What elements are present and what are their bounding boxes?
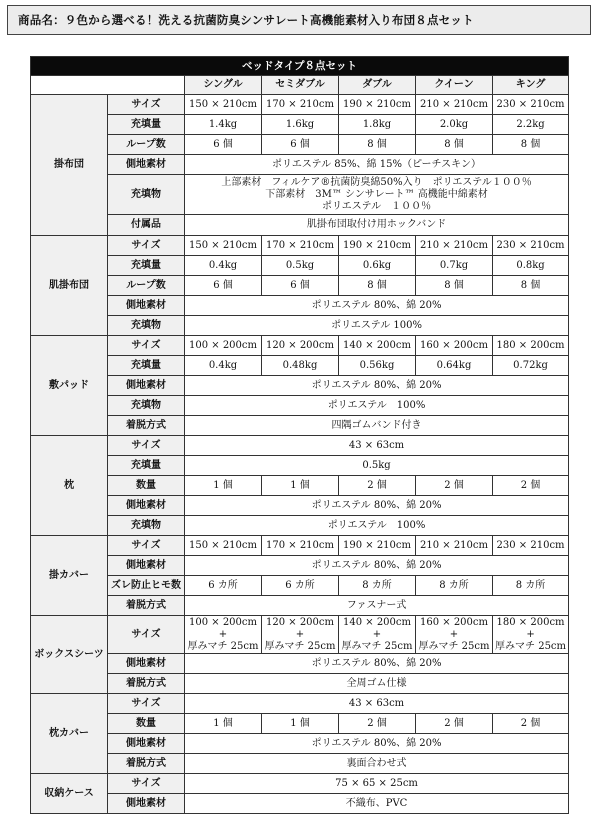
value-cell: 1.8kg — [339, 115, 416, 135]
row-label: サイズ — [108, 694, 185, 714]
group-label-box-sheets: ボックスシーツ — [31, 616, 108, 694]
value-cell: 1 個 — [262, 714, 339, 734]
size-header-queen: クイーン — [416, 76, 493, 95]
merged-value-cell: 全周ゴム仕様 — [185, 674, 569, 694]
spec-row — [31, 215, 569, 236]
row-label: 側地素材 — [108, 794, 185, 814]
merged-value-cell: ポリエステル 80%、綿 20% — [185, 654, 569, 674]
value-line: 180 × 200cm + — [496, 616, 565, 640]
value-cell: 2 個 — [416, 476, 493, 496]
spec-row — [31, 654, 569, 674]
value-cell: 190 × 210cm — [339, 536, 416, 556]
value-cell: 6 個 — [185, 276, 262, 296]
value-cell: 170 × 210cm — [262, 236, 339, 256]
row-label: 充填物 — [108, 316, 185, 336]
value-cell — [339, 616, 416, 654]
value-cell: 2.0kg — [416, 115, 493, 135]
value-cell: 0.56kg — [339, 356, 416, 376]
value-cell: 0.8kg — [493, 256, 569, 276]
spec-row — [31, 496, 569, 516]
value-cell: 8 個 — [416, 135, 493, 155]
value-cell — [185, 616, 262, 654]
row-label: サイズ — [108, 616, 185, 654]
value-cell: 6 個 — [185, 135, 262, 155]
spec-row — [31, 336, 569, 356]
value-line: 160 × 200cm + — [420, 616, 488, 640]
spec-row — [31, 774, 569, 794]
group-label-kakebuton: 掛布団 — [31, 95, 108, 236]
merged-value-cell: ファスナー式 — [185, 596, 569, 616]
value-line: 厚みマチ 25cm — [264, 640, 336, 652]
row-label: サイズ — [108, 774, 185, 794]
value-cell: 170 × 210cm — [262, 95, 339, 115]
spec-table — [30, 56, 569, 814]
spec-row — [31, 175, 569, 215]
merged-value-cell: ポリエステル 80%、綿 20% — [185, 296, 569, 316]
spec-row — [31, 356, 569, 376]
value-cell: 0.6kg — [339, 256, 416, 276]
value-cell: 1 個 — [185, 714, 262, 734]
row-label: 数量 — [108, 476, 185, 496]
value-cell: 2 個 — [416, 714, 493, 734]
spec-row — [31, 694, 569, 714]
size-header-king: キング — [493, 76, 569, 95]
value-cell: 170 × 210cm — [262, 536, 339, 556]
merged-value-cell: ポリエステル 80%、綿 20% — [185, 496, 569, 516]
value-cell: 120 × 200cm — [262, 336, 339, 356]
row-label: 側地素材 — [108, 296, 185, 316]
size-header-double: ダブル — [339, 76, 416, 95]
value-cell: 0.4kg — [185, 356, 262, 376]
row-label: ループ数 — [108, 135, 185, 155]
value-cell: 2.2kg — [493, 115, 569, 135]
spec-row — [31, 376, 569, 396]
value-cell: 160 × 200cm — [416, 336, 493, 356]
row-label: 充填物 — [108, 516, 185, 536]
row-label: 側地素材 — [108, 556, 185, 576]
header-blank-cell — [31, 76, 185, 95]
spec-row — [31, 296, 569, 316]
spec-row — [31, 135, 569, 155]
value-cell: 230 × 210cm — [493, 95, 569, 115]
spec-row — [31, 754, 569, 774]
spec-row — [31, 456, 569, 476]
size-header-row — [31, 76, 569, 95]
value-cell: 190 × 210cm — [339, 95, 416, 115]
merged-value-cell: 四隅ゴムバンド付き — [185, 416, 569, 436]
value-cell: 8 個 — [493, 276, 569, 296]
value-cell: 100 × 200cm — [185, 336, 262, 356]
row-label: ズレ防止ヒモ数 — [108, 576, 185, 596]
value-cell: 1.4kg — [185, 115, 262, 135]
spec-row — [31, 616, 569, 654]
row-label: サイズ — [108, 436, 185, 456]
value-line: 140 × 200cm + — [343, 616, 411, 640]
spec-table-body — [31, 57, 569, 814]
row-label: 側地素材 — [108, 496, 185, 516]
value-cell: 0.7kg — [416, 256, 493, 276]
row-label: サイズ — [108, 236, 185, 256]
row-label: 充填量 — [108, 356, 185, 376]
spec-row — [31, 95, 569, 115]
merged-value-cell: ポリエステル 80%、綿 20% — [185, 556, 569, 576]
merged-value-cell: ポリエステル 100% — [185, 316, 569, 336]
spec-row — [31, 516, 569, 536]
row-label: サイズ — [108, 336, 185, 356]
value-line: 上部素材 フィルケア®抗菌防臭綿50%入り ポリエステル１００％ — [221, 176, 532, 188]
value-line: 120 × 200cm + — [266, 616, 334, 640]
size-header-single: シングル — [185, 76, 262, 95]
value-line: 厚みマチ 25cm — [418, 640, 490, 652]
value-line: 100 × 200cm + — [189, 616, 257, 640]
value-cell: 0.72kg — [493, 356, 569, 376]
value-cell: 8 個 — [339, 135, 416, 155]
row-label: 充填量 — [108, 456, 185, 476]
value-cell: 230 × 210cm — [493, 536, 569, 556]
merged-value-cell: ポリエステル 80%、綿 20% — [185, 734, 569, 754]
set-type-banner: ベッドタイプ８点セット — [31, 57, 569, 76]
value-cell: 8 カ所 — [493, 576, 569, 596]
value-cell: 8 カ所 — [339, 576, 416, 596]
value-cell: 210 × 210cm — [416, 236, 493, 256]
banner-row — [31, 57, 569, 76]
group-label-makura-cover: 枕カバー — [31, 694, 108, 774]
spec-row — [31, 256, 569, 276]
value-cell: 210 × 210cm — [416, 536, 493, 556]
value-cell: 1 個 — [185, 476, 262, 496]
value-cell: 1.6kg — [262, 115, 339, 135]
value-cell: 180 × 200cm — [493, 336, 569, 356]
row-label: サイズ — [108, 536, 185, 556]
spec-row — [31, 794, 569, 814]
value-line: 厚みマチ 25cm — [495, 640, 567, 652]
spec-row — [31, 236, 569, 256]
row-label: 側地素材 — [108, 155, 185, 175]
value-cell: 6 カ所 — [185, 576, 262, 596]
group-label-storage-case: 収納ケース — [31, 774, 108, 814]
merged-value-cell: ポリエステル 85%、綿 15%（ピーチスキン） — [185, 155, 569, 175]
merged-value-cell: 43 × 63cm — [185, 694, 569, 714]
value-cell: 150 × 210cm — [185, 236, 262, 256]
merged-value-cell: ポリエステル 100% — [185, 396, 569, 416]
merged-value-cell: 75 × 65 × 25cm — [185, 774, 569, 794]
value-cell: 2 個 — [493, 714, 569, 734]
group-label-hadakake: 肌掛布団 — [31, 236, 108, 336]
value-cell: 8 カ所 — [416, 576, 493, 596]
value-cell: 8 個 — [416, 276, 493, 296]
spec-row — [31, 396, 569, 416]
merged-value-cell: ポリエステル 80%、綿 20% — [185, 376, 569, 396]
spec-row — [31, 674, 569, 694]
spec-row — [31, 576, 569, 596]
merged-value-cell: 不織布、PVC — [185, 794, 569, 814]
value-cell: 0.5kg — [262, 256, 339, 276]
value-cell: 8 個 — [339, 276, 416, 296]
spec-row — [31, 115, 569, 135]
value-cell — [493, 616, 569, 654]
value-cell: 2 個 — [339, 714, 416, 734]
row-label: 着脱方式 — [108, 754, 185, 774]
size-header-semi-double: セミダブル — [262, 76, 339, 95]
row-label: 数量 — [108, 714, 185, 734]
group-label-kake-cover: 掛カバー — [31, 536, 108, 616]
row-label: サイズ — [108, 95, 185, 115]
merged-value-cell: 0.5kg — [185, 456, 569, 476]
value-cell: 8 個 — [493, 135, 569, 155]
row-label: 着脱方式 — [108, 674, 185, 694]
merged-value-cell: ポリエステル 100% — [185, 516, 569, 536]
value-cell: 190 × 210cm — [339, 236, 416, 256]
value-cell — [416, 616, 493, 654]
value-cell: 150 × 210cm — [185, 536, 262, 556]
row-label: 充填量 — [108, 115, 185, 135]
row-label: ループ数 — [108, 276, 185, 296]
spec-row — [31, 536, 569, 556]
row-label: 側地素材 — [108, 734, 185, 754]
merged-value-cell — [185, 175, 569, 215]
spec-row — [31, 556, 569, 576]
row-label: 側地素材 — [108, 376, 185, 396]
value-cell: 230 × 210cm — [493, 236, 569, 256]
spec-row — [31, 416, 569, 436]
spec-row — [31, 476, 569, 496]
value-cell: 140 × 200cm — [339, 336, 416, 356]
group-label-makura: 枕 — [31, 436, 108, 536]
value-cell: 6 個 — [262, 276, 339, 296]
group-label-shiki-pad: 敷パッド — [31, 336, 108, 436]
merged-value-cell: 43 × 63cm — [185, 436, 569, 456]
value-cell: 6 カ所 — [262, 576, 339, 596]
spec-row — [31, 276, 569, 296]
row-label: 付属品 — [108, 215, 185, 236]
row-label: 着脱方式 — [108, 596, 185, 616]
value-line: 下部素材 3M™ シンサレート™ 高機能中綿素材 — [265, 188, 488, 200]
value-cell: 1 個 — [262, 476, 339, 496]
value-cell: 150 × 210cm — [185, 95, 262, 115]
value-line: 厚みマチ 25cm — [341, 640, 413, 652]
row-label: 充填物 — [108, 396, 185, 416]
value-cell: 2 個 — [339, 476, 416, 496]
value-cell: 0.4kg — [185, 256, 262, 276]
spec-row — [31, 734, 569, 754]
row-label: 充填物 — [108, 175, 185, 215]
value-cell — [262, 616, 339, 654]
value-cell: 2 個 — [493, 476, 569, 496]
row-label: 充填量 — [108, 256, 185, 276]
spec-row — [31, 316, 569, 336]
spec-row — [31, 714, 569, 734]
row-label: 側地素材 — [108, 654, 185, 674]
value-cell: 6 個 — [262, 135, 339, 155]
spec-row — [31, 155, 569, 175]
row-label: 着脱方式 — [108, 416, 185, 436]
value-cell: 0.64kg — [416, 356, 493, 376]
value-cell: 210 × 210cm — [416, 95, 493, 115]
merged-value-cell: 裏面合わせ式 — [185, 754, 569, 774]
value-cell: 0.48kg — [262, 356, 339, 376]
spec-row — [31, 596, 569, 616]
product-title: 商品名：９色から選べる！洗える抗菌防臭シンサレート高機能素材入り布団８点セット — [7, 5, 591, 35]
value-line: 厚みマチ 25cm — [187, 640, 259, 652]
spec-row — [31, 436, 569, 456]
merged-value-cell: 肌掛布団取付け用ホックバンド — [185, 215, 569, 236]
value-line: ポリエステル １００％ — [321, 200, 432, 212]
